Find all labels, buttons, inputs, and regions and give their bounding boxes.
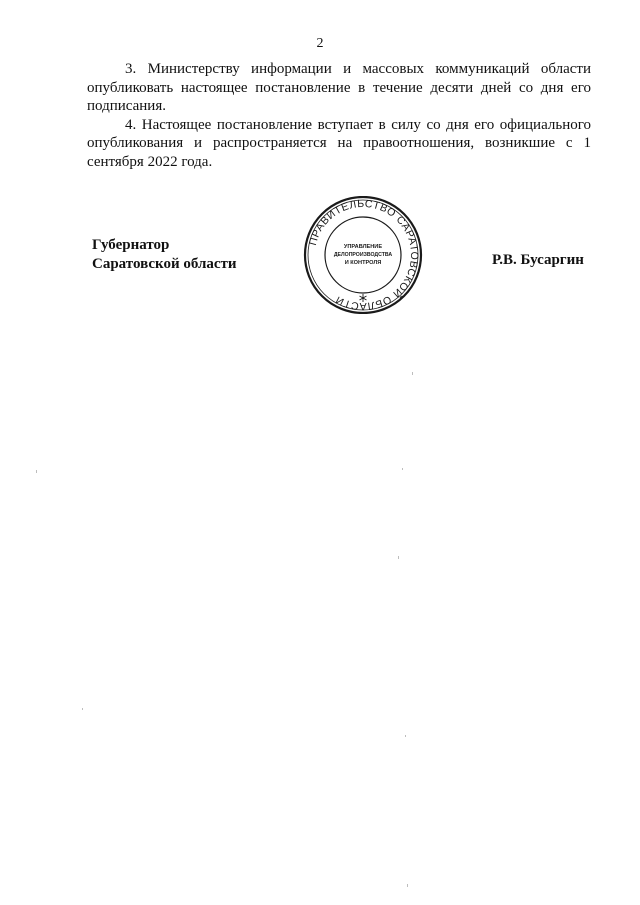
scan-speck [398,556,399,559]
scan-speck [407,884,408,887]
seal-inner-line1: УПРАВЛЕНИЕ [343,244,383,250]
scan-speck [405,735,406,737]
scan-speck [402,468,403,470]
signatory-name: Р.В. Бусаргин [492,252,584,268]
seal-graphic [302,196,424,314]
signatory-title-line2: Саратовской области [92,255,237,272]
page-number: 2 [316,36,324,51]
scan-speck [36,470,37,473]
scan-speck [82,708,83,710]
seal-inner-line3: И КОНТРОЛЯ [344,260,382,266]
seal-outer-text: ПРАВИТЕЛЬСТВО САРАТОВСКОЙ ОБЛАСТИ [307,197,421,313]
signatory-title-line1: Губернатор [92,237,170,253]
document-body [87,60,591,171]
paragraph-3: 3. Министерству информации и массовых коммуникаций области опубликовать настоящее постановление в течение десяти дней со дня его подписания. [87,61,591,114]
official-seal [302,196,424,314]
seal-inner-line2: ДЕЛОПРОИЗВОДСТВА [333,252,393,258]
signatory-title [92,236,237,273]
scan-speck [412,372,413,375]
paragraph-4: 4. Настоящее постановление вступает в силу со дня его официального опубликования и распространяется на правоотношения, возникшие с 1 сентября 2022 года. [87,116,591,170]
